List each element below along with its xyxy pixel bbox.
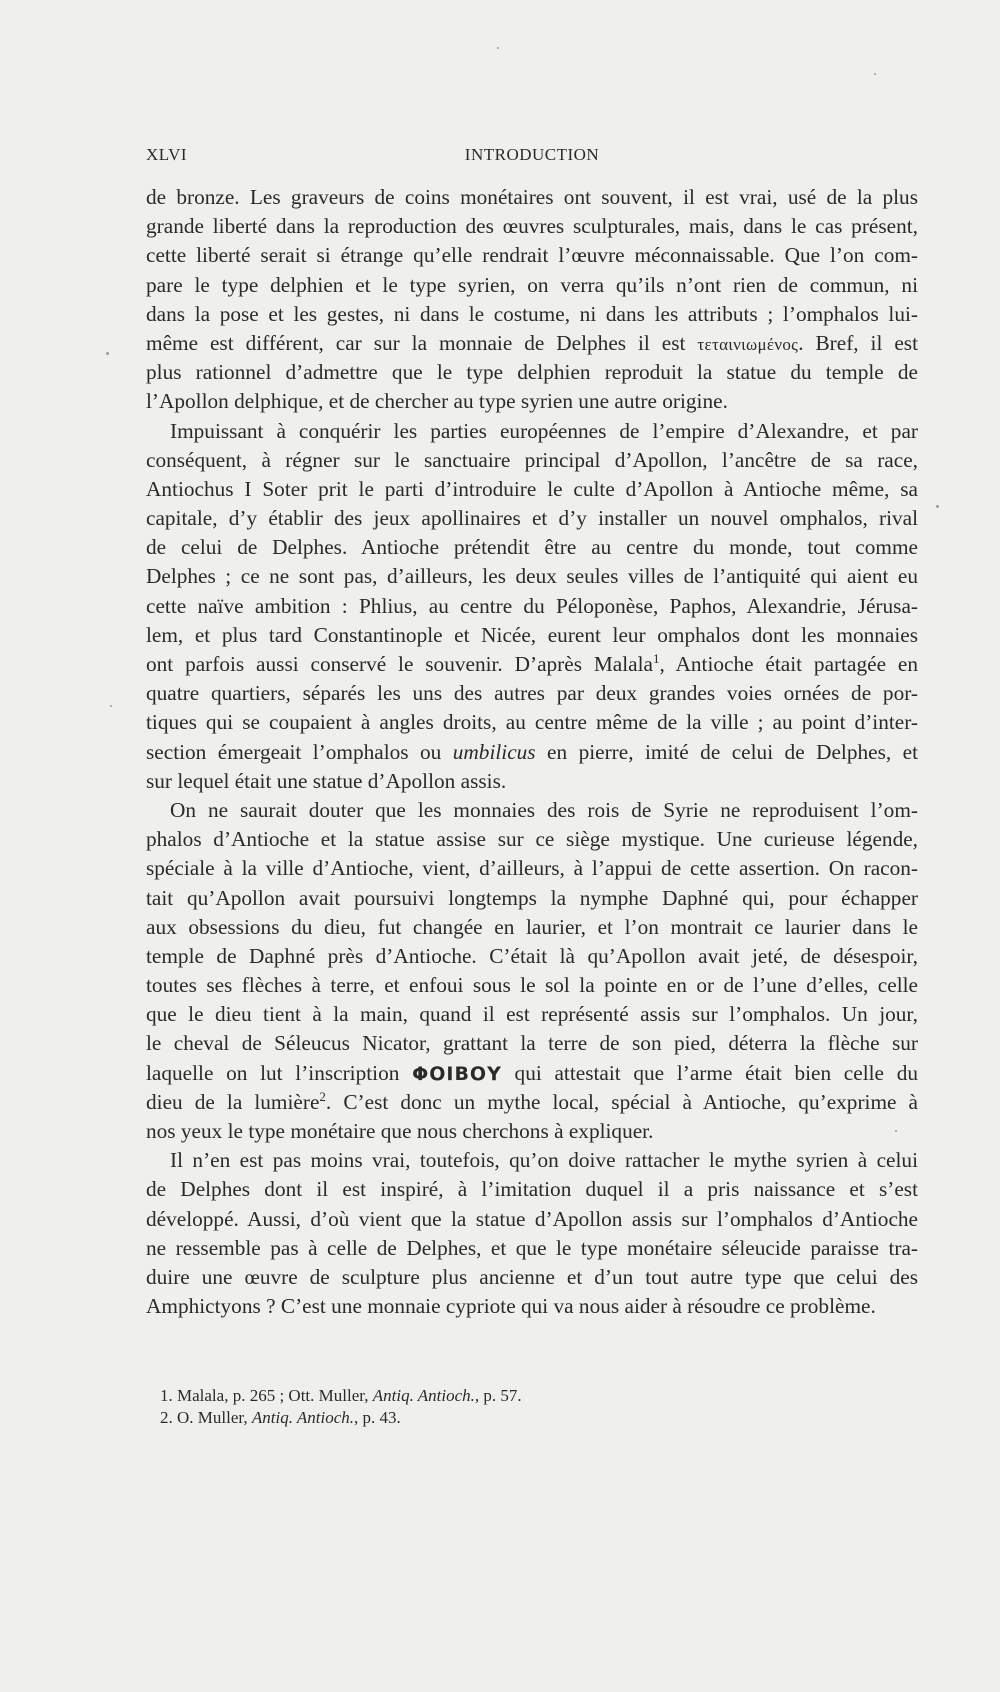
footnote (160, 1385, 900, 1407)
text-line: quatre quartiers, séparés les uns des autres par deux grandes voies ornées de por- (146, 681, 918, 706)
text-line (146, 738, 918, 767)
paragraph (146, 796, 918, 1146)
running-header (146, 145, 918, 167)
text-line: phalos d’Antioche et la statue assise sur ce siège mystique. Une curieuse légende, (146, 827, 918, 852)
text-line: temple de Daphné près d’Antioche. C’était là qu’Apollon avait jeté, de désespoir, (146, 943, 918, 968)
text-line: aux obsessions du dieu, fut changée en laurier, et l’on montrait ce laurier dans le (146, 914, 918, 939)
text-line: nos yeux le type monétaire que nous cherchons à expliquer. (146, 1119, 654, 1143)
text-line: tait qu’Apollon avait poursuivi longtemps la nymphe Daphné qui, pour échapper (146, 885, 918, 910)
text-run: laquelle on lut l’inscription (146, 1060, 413, 1085)
paragraph (146, 417, 918, 796)
text-line: Il n’en est pas moins vrai, toutefois, qu’on doive rattacher le mythe syrien à celui (170, 1148, 918, 1173)
text-run: section émergeait l’omphalos ou (146, 739, 453, 764)
footnote (160, 1407, 900, 1429)
paragraph (146, 183, 918, 417)
text-line: capitale, d’y établir des jeux apollinaires et d’y installer un nouvel omphalos, rival (146, 506, 918, 531)
text-line: grande liberté dans la reproduction des œuvres sculpturales, mais, dans le cas présent, (146, 214, 918, 239)
text-line: ne ressemble pas à celle de Delphes, et que le type monétaire séleucide paraisse tra- (146, 1235, 918, 1260)
text-line: lem, et plus tard Constantinople et Nicée, eurent leur omphalos dont les monnaies (146, 622, 918, 647)
paper-speck (106, 352, 109, 355)
text-run: 1. Malala, p. 265 ; Ott. Muller, (160, 1386, 373, 1405)
text-line: le cheval de Séleucus Nicator, grattant la terre de son pied, déterra la flèche sur (146, 1031, 918, 1056)
text-line: plus rationnel d’admettre que le type delphien reproduit la statue du temple de (146, 360, 918, 385)
paper-speck (110, 705, 112, 707)
text-run: . C’est donc un mythe local, spécial à Antioche, qu’exprime à (325, 1089, 919, 1114)
text-run: , p. 43. (354, 1408, 401, 1427)
text-line (146, 329, 918, 358)
paper-speck (936, 505, 939, 508)
text-line: cette naïve ambition : Phlius, au centre du Péloponèse, Paphos, Alexandrie, Jérusa- (146, 593, 918, 618)
footnotes (160, 1385, 900, 1429)
running-title: INTRODUCTION (464, 145, 600, 164)
text-line: que le dieu tient à la main, quand il est représenté assis sur l’omphalos. Un jour, (146, 1002, 918, 1027)
text-run: ont parfois aussi conservé le souvenir. D’après Malala (146, 652, 653, 676)
text-line: conséquent, à régner sur le sanctuaire principal d’Apollon, l’ancêtre de sa race, (146, 447, 918, 472)
text-run: dieu de la lumière (146, 1089, 320, 1114)
greek-inscription: ΦΟΙΒΟΥ (412, 1062, 502, 1085)
text-line: Impuissant à conquérir les parties européennes de l’empire d’Alexandre, et par (170, 418, 918, 443)
text-run: , p. 57. (474, 1386, 522, 1405)
text-line: Amphictyons ? C’est une monnaie cypriote qui va nous aider à résoudre ce problème. (146, 1294, 876, 1319)
text-line: sur lequel était une statue d’Apollon assis. (146, 768, 507, 793)
paper-speck (874, 73, 876, 75)
text-line: dans la pose et les gestes, ni dans le costume, ni dans les attributs ; l’omphalos lui- (146, 301, 918, 326)
text-line: toutes ses flèches à terre, et enfoui sous le sol la pointe en or de l’une d’elles, celle (146, 973, 918, 998)
footnote-ref: 2 (319, 1088, 326, 1104)
text-line: tiques qui se coupaient à angles droits, au centre même de la ville ; au point d’inter- (146, 710, 918, 735)
text-run: en pierre, imité de celui de Delphes, et (535, 739, 919, 764)
greek-word: τεταινιωμένος (697, 334, 799, 354)
text-run: 2. O. Muller, (160, 1408, 252, 1427)
text-run: , Antioche était partagée en (659, 652, 918, 676)
text-line: pare le type delphien et le type syrien, on verra qu’ils n’ont rien de commun, ni (146, 272, 918, 297)
italic-word: umbilicus (452, 739, 536, 764)
paper-speck (497, 47, 499, 49)
italic-title: Antiq. Antioch. (372, 1386, 475, 1405)
text-line (146, 650, 918, 679)
text-line (146, 1059, 918, 1088)
text-run: qui attestait que l’arme était bien celle du (501, 1060, 918, 1085)
text-line: l’Apollon delphique, et de chercher au type syrien une autre origine. (146, 389, 728, 414)
text-line: spéciale à la ville d’Antioche, vient, d’ailleurs, à l’appui de cette assertion. On racon- (146, 856, 918, 881)
italic-title: Antiq. Antioch. (251, 1408, 355, 1427)
footnote-ref: 1 (653, 650, 660, 666)
text-line: de bronze. Les graveurs de coins monétaires ont souvent, il est vrai, usé de la plus (146, 185, 918, 209)
paragraph (146, 1146, 918, 1321)
text-line (146, 1088, 918, 1117)
text-run: . Bref, il est (798, 330, 918, 355)
body-text (146, 183, 918, 1321)
text-line: développé. Aussi, d’où vient que la statue d’Apollon assis sur l’omphalos d’Antioche (146, 1206, 918, 1231)
text-line: de Delphes dont il est inspiré, à l’imitation duquel il a pris naissance et s’est (146, 1177, 918, 1202)
text-line: Delphes ; ce ne sont pas, d’ailleurs, les deux seules villes de l’antiquité qui aient eu (146, 564, 918, 589)
text-line: On ne saurait douter que les monnaies des rois de Syrie ne reproduisent l’om- (170, 797, 918, 822)
paper-speck (895, 1130, 897, 1132)
text-run: même est différent, car sur la monnaie de Delphes il est (146, 330, 698, 355)
text-line: de celui de Delphes. Antioche prétendit être au centre du monde, tout comme (146, 535, 918, 560)
text-line: cette liberté serait si étrange qu’elle rendrait l’œuvre méconnaissable. Que l’on com- (146, 243, 918, 268)
text-line: duire une œuvre de sculpture plus ancienne et d’un tout autre type que celui des (146, 1264, 918, 1289)
page-folio: XLVI (146, 145, 188, 164)
text-line: Antiochus I Soter prit le parti d’introduire le culte d’Apollon à Antioche même, sa (146, 476, 918, 501)
